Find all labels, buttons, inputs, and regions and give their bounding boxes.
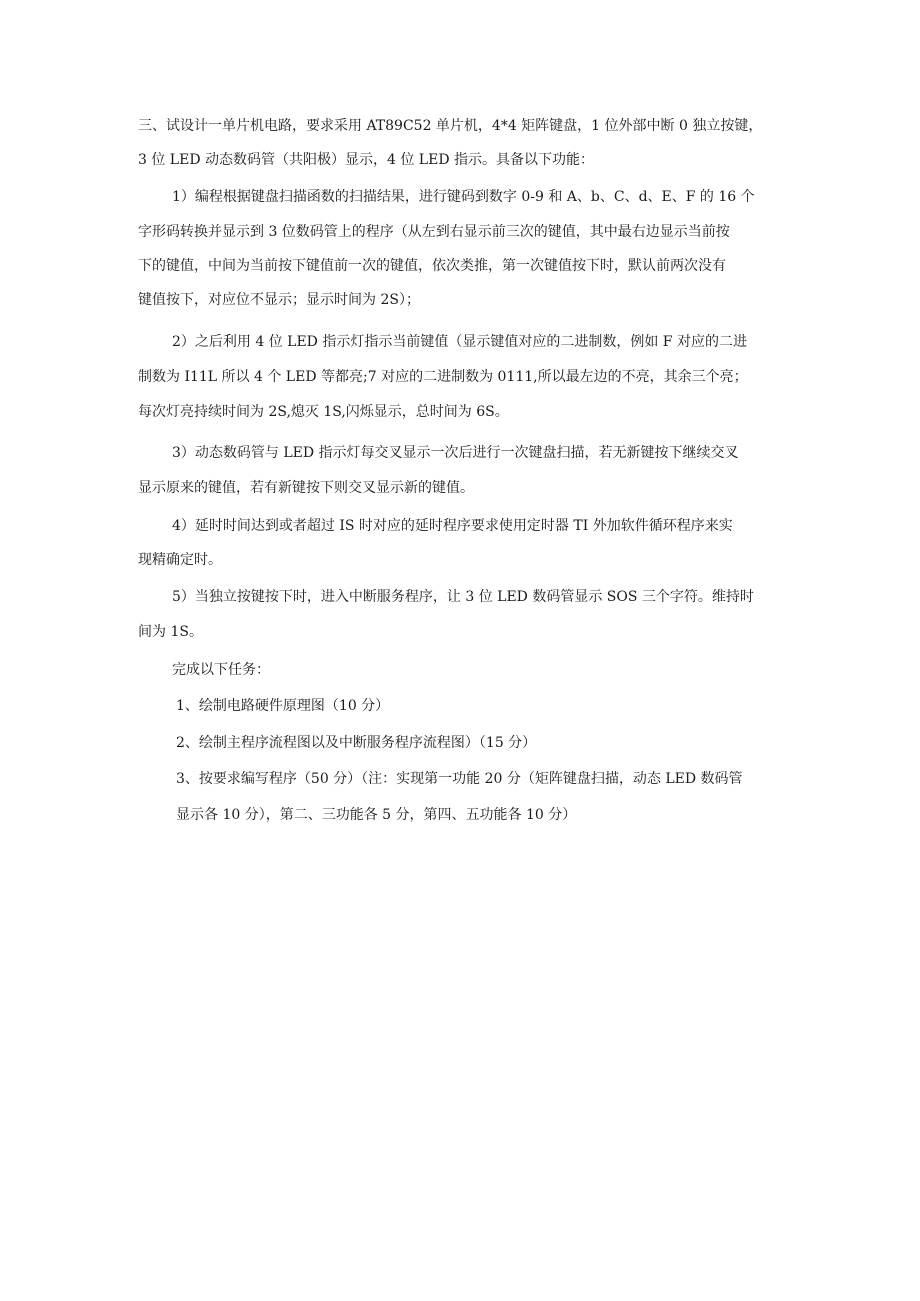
requirement-2-line: 每次灯亮持续时间为 2S,熄灭 1S,闪烁显示，总时间为 6S。: [138, 404, 509, 420]
requirement-2-line: 2）之后利用 4 位 LED 指示灯指示当前键值（显示键值对应的二进制数，例如 F 对应的二进: [172, 334, 747, 350]
task-3-line: 3、按要求编写程序（50 分）（注：实现第一功能 20 分（矩阵键盘扫描，动态 LED 数码管: [176, 771, 743, 787]
requirement-4-line: 现精确定时。: [138, 552, 222, 568]
intro-line: 3 位 LED 动态数码管（共阳极）显示，4 位 LED 指示。具备以下功能：: [138, 152, 594, 168]
requirement-5-line: 5）当独立按键按下时，进入中断服务程序，让 3 位 LED 数码管显示 SOS 三个字符。维持时: [172, 589, 754, 605]
intro-line: 三、试设计一单片机电路，要求采用 AT89C52 单片机，4*4 矩阵键盘，1 位外部中断 0 独立按键，: [138, 118, 763, 134]
task-3-line: 显示各 10 分），第二、三功能各 5 分，第四、五功能各 10 分）: [176, 807, 577, 823]
requirement-4-line: 4）延时时间达到或者超过 IS 时对应的延时程序要求使用定时器 TI 外加软件循环程序来实: [172, 518, 733, 534]
requirement-1-line: 下的键值，中间为当前按下键值前一次的键值，依次类推，第一次键值按下时，默认前两次没有: [138, 258, 726, 274]
requirement-5-line: 间为 1S。: [138, 624, 203, 640]
tasks-heading: 完成以下任务：: [172, 662, 270, 678]
requirement-1-line: 字形码转换并显示到 3 位数码管上的程序（从左到右显示前三次的键值，其中最右边显示当前按: [138, 224, 730, 240]
requirement-3-line: 3）动态数码管与 LED 指示灯每交叉显示一次后进行一次键盘扫描，若无新键按下继续交叉: [172, 445, 739, 461]
task-1: 1、绘制电路硬件原理图（10 分）: [176, 698, 390, 714]
task-2: 2、绘制主程序流程图以及中断服务程序流程图）（15 分）: [176, 735, 537, 751]
requirement-1-line: 键值按下，对应位不显示；显示时间为 2S）；: [138, 292, 420, 308]
requirement-1-line: 1）编程根据键盘扫描函数的扫描结果，进行键码到数字 0-9 和 A、b、C、d、E、F 的 16 个: [172, 189, 755, 205]
requirement-2-line: 制数为 I11L 所以 4 个 LED 等都亮;7 对应的二进制数为 0111,所以最左边的不亮，其余三个亮；: [138, 369, 748, 385]
requirement-3-line: 显示原来的键值，若有新键按下则交叉显示新的键值。: [138, 480, 474, 496]
